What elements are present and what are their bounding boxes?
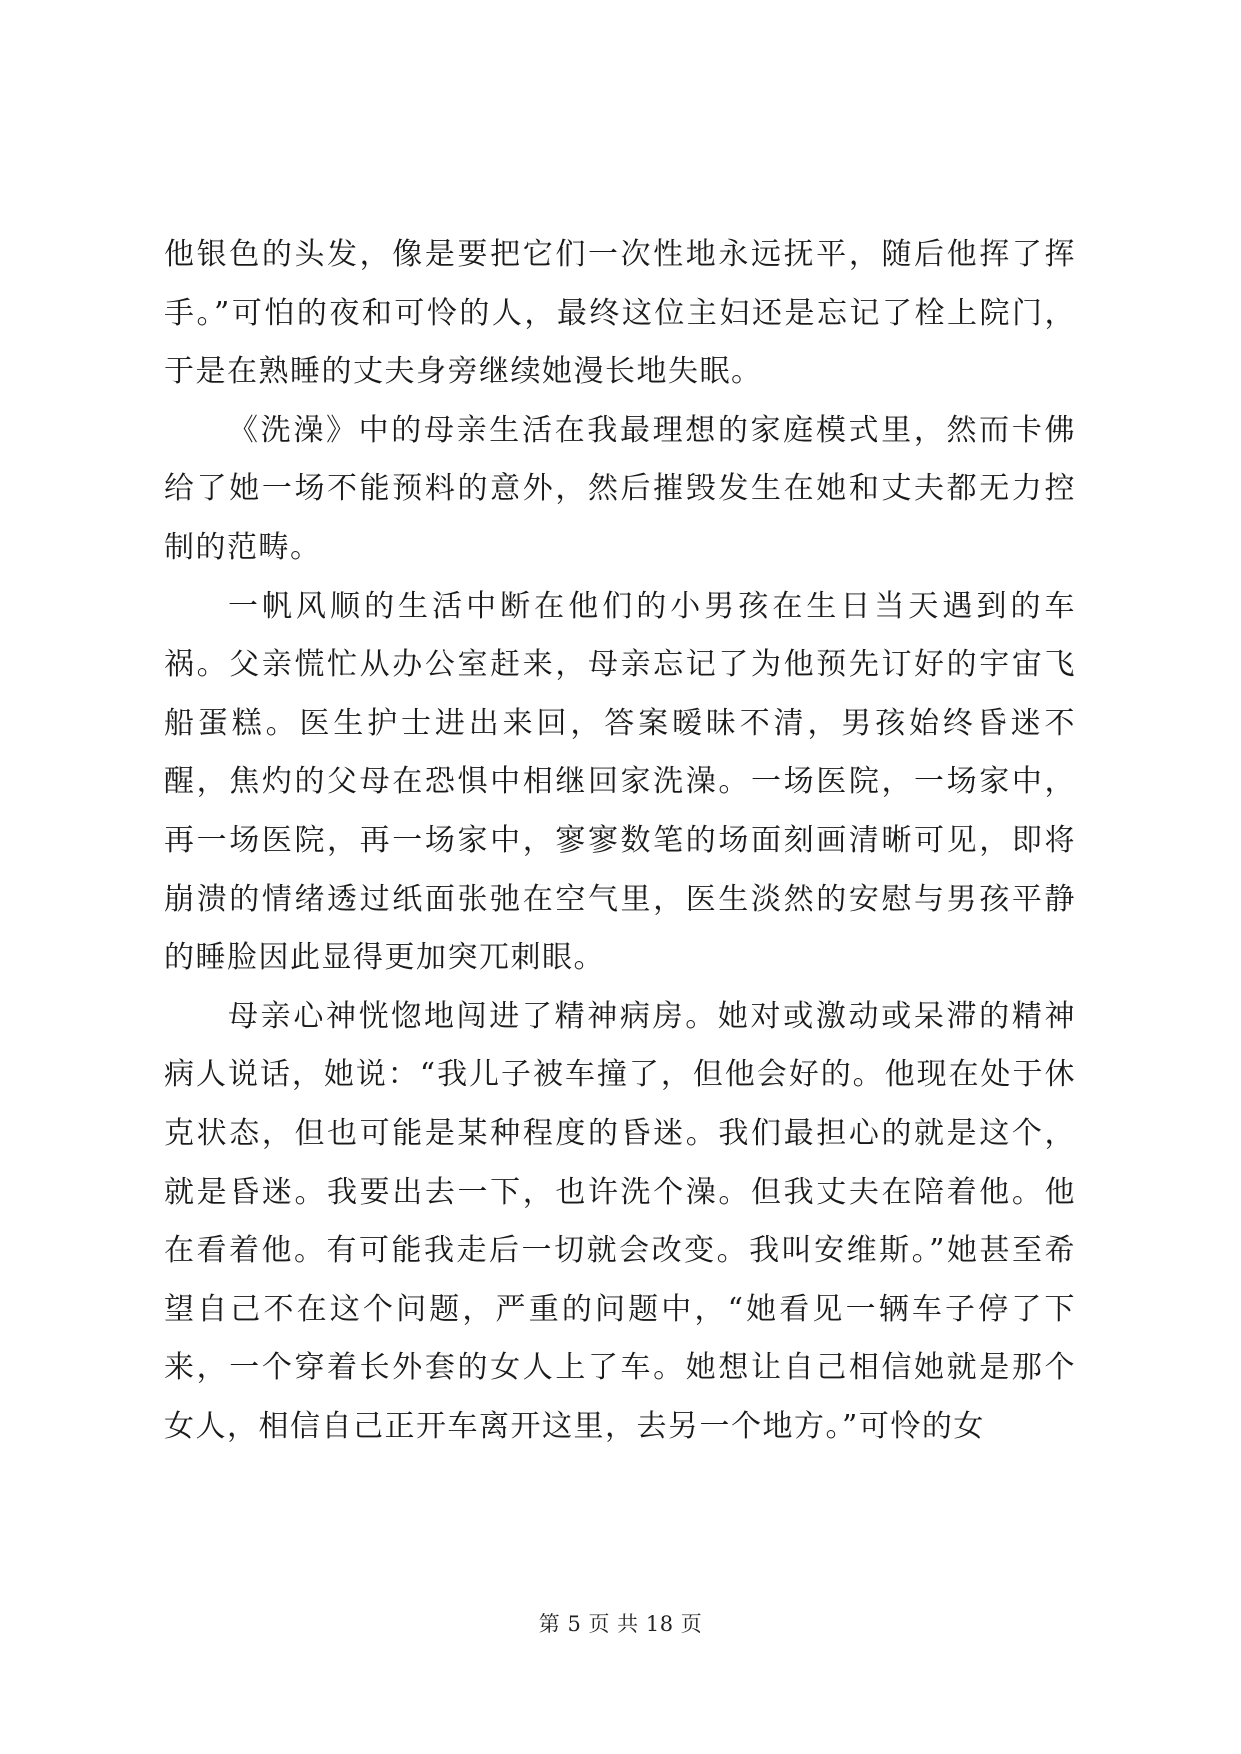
page-number-footer: 第 5 页 共 18 页 <box>538 1612 703 1636</box>
body-text <box>164 226 1076 1456</box>
paragraph-4: 母亲心神恍惚地闯进了精神病房。她对或激动或呆滞的精神病人说话，她说：“我儿子被车撞了，但他会好的。他现在处于休克状态，但也可能是某种程度的昏迷。我们最担心的就是这个，就是昏迷。我要出去一下，也许洗个澡。但我丈夫在陪着他。他在看着他。有可能我走后一切就会改变。我叫安维斯。”她甚至希望自己不在这个问题，严重的问题中，“她看见一辆车子停了下来，一个穿着长外套的女人上了车。她想让自己相信她就是那个女人，相信自己正开车离开这里，去另一个地方。”可怜的女 <box>164 998 1076 1444</box>
paragraph-3: 一帆风顺的生活中断在他们的小男孩在生日当天遇到的车祸。父亲慌忙从办公室赶来，母亲忘记了为他预先订好的宇宙飞船蛋糕。医生护士进出来回，答案暧昧不清，男孩始终昏迷不醒，焦灼的父母在恐惧中相继回家洗澡。一场医院，一场家中，再一场医院，再一场家中，寥寥数笔的场面刻画清晰可见，即将崩溃的情绪透过纸面张弛在空气里，医生淡然的安慰与男孩平静的睡脸因此显得更加突兀刺眼。 <box>164 588 1076 976</box>
paragraph-2: 《洗澡》中的母亲生活在我最理想的家庭模式里，然而卡佛给了她一场不能预料的意外，然后摧毁发生在她和丈夫都无力控制的范畴。 <box>164 412 1076 565</box>
paragraph-1: 他银色的头发，像是要把它们一次性地永远抚平，随后他挥了挥手。”可怕的夜和可怜的人，最终这位主妇还是忘记了栓上院门，于是在熟睡的丈夫身旁继续她漫长地失眠。 <box>164 237 1076 390</box>
